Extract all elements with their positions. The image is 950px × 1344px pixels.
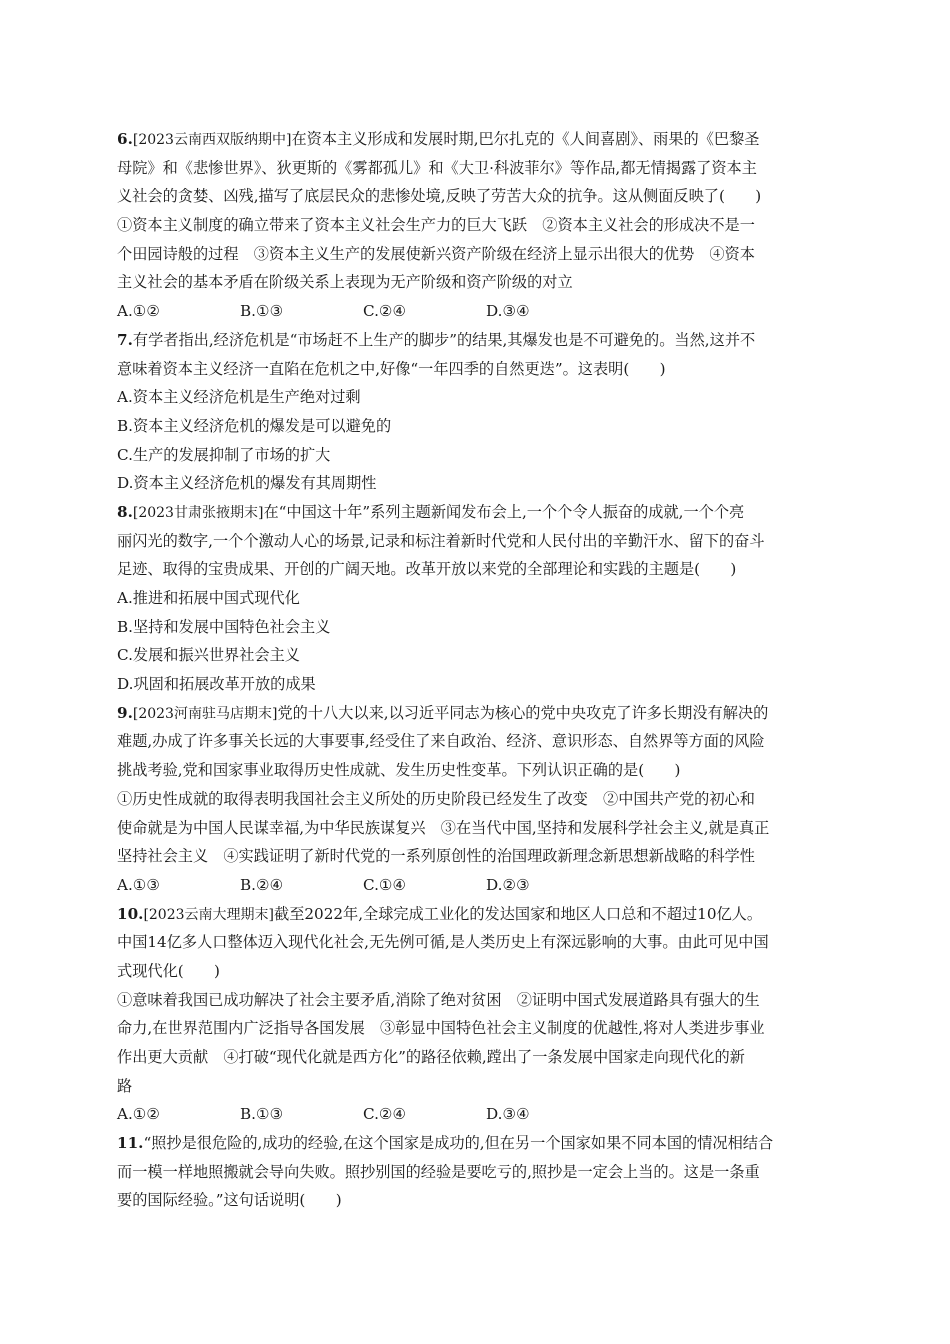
- question-line: [117, 125, 837, 154]
- answer-options: [117, 297, 837, 326]
- question-text: 党的十八大以来,以习近平同志为核心的党中央攻克了许多长期没有解决的: [277, 703, 769, 722]
- question-line: 义社会的贪婪、凶残,描写了底层民众的悲惨处境,反映了劳苦大众的抗争。这从侧面反映了( ): [117, 187, 762, 206]
- question-number: 9.: [117, 703, 133, 722]
- question-line: 而一模一样地照搬就会导向失败。照抄别国的经验是要吃亏的,照抄是一定会上当的。这是一条重: [117, 1162, 760, 1181]
- option-c[interactable]: C.①④: [363, 875, 407, 894]
- question-text: 在“中国这十年”系列主题新闻发布会上,一个个令人振奋的成就,一个个亮: [263, 502, 745, 521]
- question-line: [117, 900, 837, 929]
- option-b[interactable]: B.坚持和发展中国特色社会主义: [117, 617, 331, 636]
- question-text: 在资本主义形成和发展时期,巴尔扎克的《人间喜剧》、雨果的《巴黎圣: [291, 130, 760, 148]
- question-line: [117, 498, 837, 527]
- question-9: [117, 699, 837, 900]
- question-line: [117, 1129, 837, 1158]
- statement-line: 命力,在世界范围内广泛指导各国发展 ③彰显中国特色社会主义制度的优越性,将对人类进步事业: [117, 1019, 765, 1038]
- question-number: 11.: [117, 1134, 144, 1153]
- statement-line: 主义社会的基本矛盾在阶级关系上表现为无产阶级和资产阶级的对立: [117, 273, 573, 292]
- question-text: 有学者指出,经济危机是“市场赶不上生产的脚步”的结果,其爆发也是不可避免的。当然,这并不: [132, 330, 756, 349]
- option-c[interactable]: C.生产的发展抑制了市场的扩大: [117, 445, 331, 464]
- option-a[interactable]: A.①②: [117, 302, 161, 321]
- question-line: [117, 326, 837, 355]
- option-c[interactable]: C.②④: [363, 302, 407, 321]
- question-line: 要的国际经验。”这句话说明( ): [117, 1191, 342, 1210]
- question-line: 挑战考验,党和国家事业取得历史性成就、发生历史性变革。下列认识正确的是( ): [117, 761, 681, 780]
- option-a[interactable]: A.①③: [117, 875, 161, 894]
- option-d[interactable]: D.②③: [486, 875, 530, 894]
- option-c[interactable]: C.发展和振兴世界社会主义: [117, 646, 300, 665]
- question-number: 10.: [117, 904, 144, 923]
- question-line: 足迹、取得的宝贵成果、开创的广阔天地。改革开放以来党的全部理论和实践的主题是( ): [117, 560, 737, 579]
- question-page: [117, 125, 837, 1215]
- question-line: 意味着资本主义经济一直陷在危机之中,好像“一年四季的自然更迭”。这表明( ): [117, 359, 666, 378]
- question-10: [117, 900, 837, 1130]
- question-8: [117, 498, 837, 699]
- option-d[interactable]: D.③④: [486, 1105, 530, 1124]
- option-d[interactable]: D.资本主义经济危机的爆发有其周期性: [117, 474, 377, 493]
- option-a[interactable]: A.①②: [117, 1105, 161, 1124]
- source-tag: [2023甘肃张掖期末]: [132, 504, 264, 521]
- question-text: 截至2022年,全球完成工业化的发达国家和地区人口总和不超过10亿人。: [274, 904, 763, 923]
- question-number: 8.: [117, 502, 133, 521]
- statement-line: 作出更大贡献 ④打破“现代化就是西方化”的路径依赖,蹚出了一条发展中国家走向现代化的新: [117, 1048, 745, 1066]
- option-b[interactable]: B.①③: [240, 1105, 284, 1124]
- statement-line: 坚持社会主义 ④实践证明了新时代党的一系列原创性的治国理政新理念新思想新战略的科学性: [117, 847, 755, 866]
- question-6: [117, 125, 837, 326]
- question-number: 7.: [117, 330, 133, 349]
- option-d[interactable]: D.巩固和拓展改革开放的成果: [117, 675, 316, 694]
- question-line: 中国14亿多人口整体迈入现代化社会,无先例可循,是人类历史上有深远影响的大事。由此可见中国: [117, 933, 769, 952]
- question-line: [117, 699, 837, 728]
- question-text: “照抄是很危险的,成功的经验,在这个国家是成功的,但在另一个国家如果不同本国的情况相结合: [143, 1134, 774, 1153]
- option-c[interactable]: C.②④: [363, 1105, 407, 1124]
- question-7: [117, 326, 837, 498]
- statement-line: 路: [117, 1076, 133, 1095]
- source-tag: [2023云南大理期末]: [143, 906, 274, 923]
- statement-line: 使命就是为中国人民谋幸福,为中华民族谋复兴 ③在当代中国,坚持和发展科学社会主义,就是真正: [117, 818, 770, 837]
- question-line: 式现代化( ): [117, 961, 220, 980]
- question-line: 丽闪光的数字,一个个激动人心的场景,记录和标注着新时代党和人民付出的辛勤汗水、留下的奋斗: [117, 531, 765, 550]
- option-d[interactable]: D.③④: [486, 302, 530, 321]
- option-b[interactable]: B.①③: [240, 302, 284, 321]
- source-tag: [2023河南驻马店期末]: [132, 705, 278, 722]
- answer-options: [117, 1100, 837, 1129]
- question-line: 难题,办成了许多事关长远的大事要事,经受住了来自政治、经济、意识形态、自然界等方面的风险: [117, 732, 765, 751]
- statement-line: ①意味着我国已成功解决了社会主要矛盾,消除了绝对贫困 ②证明中国式发展道路具有强大的生: [117, 990, 760, 1009]
- statement-line: ①资本主义制度的确立带来了资本主义社会生产力的巨大飞跃 ②资本主义社会的形成决不是一: [117, 216, 755, 235]
- option-b[interactable]: B.资本主义经济危机的爆发是可以避免的: [117, 416, 392, 435]
- statement-line: ①历史性成就的取得表明我国社会主义所处的历史阶段已经发生了改变 ②中国共产党的初心和: [117, 789, 755, 808]
- source-tag: [2023云南西双版纳期中]: [132, 132, 292, 148]
- option-a[interactable]: A.推进和拓展中国式现代化: [117, 589, 300, 607]
- question-line: 母院》和《悲惨世界》、狄更斯的《雾都孤儿》和《大卫·科波菲尔》等作品,都无情揭露了资本主: [117, 158, 757, 177]
- option-b[interactable]: B.②④: [240, 875, 284, 894]
- answer-options: [117, 871, 837, 900]
- option-a[interactable]: A.资本主义经济危机是生产绝对过剩: [117, 388, 361, 407]
- question-11: [117, 1129, 837, 1215]
- question-number: 6.: [117, 130, 133, 148]
- statement-line: 个田园诗般的过程 ③资本主义生产的发展使新兴资产阶级在经济上显示出很大的优势 ④资本: [117, 244, 755, 263]
